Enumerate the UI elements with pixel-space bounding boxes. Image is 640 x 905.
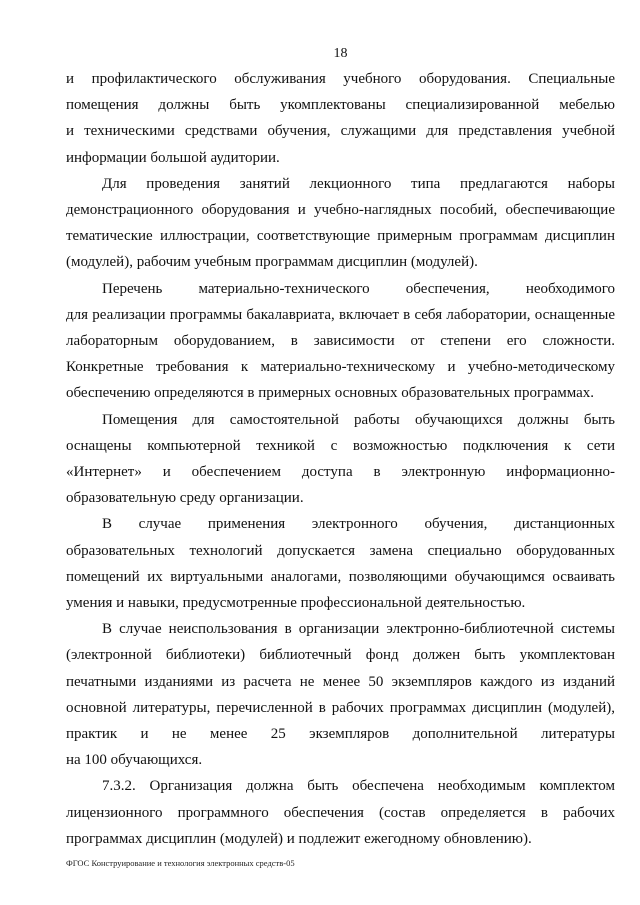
text-line: образовательную среду организации.	[66, 490, 304, 507]
text-line: и профилактического обслуживания учебного оборудования. Специальные	[66, 71, 615, 87]
text-line: умения и навыки, предусмотренные профессиональной деятельностью.	[66, 595, 526, 612]
text-line: для реализации программы бакалавриата, включает в себя лаборатории, оснащенные	[66, 306, 615, 323]
text-line: обеспечению определяются в примерных основных образовательных программах.	[66, 385, 595, 402]
text-line: (модулей), рабочим учебным программам дисциплин (модулей).	[66, 254, 478, 271]
text-line: программах дисциплин (модулей) и подлежит ежегодному обновлению).	[66, 830, 532, 847]
text-line: Для проведения занятий лекционного типа предлагаются наборы	[102, 175, 615, 192]
text-line: «Интернет» и обеспечением доступа в электронную информационно-	[66, 464, 615, 481]
text-line: помещений их виртуальными аналогами, позволяющими обучающимся осваивать	[66, 568, 615, 585]
text-line: Помещения для самостоятельной работы обучающихся должны быть	[102, 411, 615, 428]
text-line: образовательных технологий допускается замена специально оборудованных	[66, 542, 615, 559]
text-line: (электронной библиотеки) библиотечный фонд должен быть укомплектован	[66, 647, 615, 664]
text-line: В случае применения электронного обучения, дистанционных	[102, 516, 615, 533]
text-line: 7.3.2. Организация должна быть обеспечена необходимым комплектом	[102, 778, 615, 795]
body-text	[66, 66, 615, 852]
text-line: В случае неиспользования в организации электронно-библиотечной системы	[102, 621, 615, 638]
paragraph	[66, 511, 615, 616]
text-line: Перечень материально-технического обеспечения, необходимого	[102, 280, 615, 297]
text-line: печатными изданиями из расчета не менее 50 экземпляров каждого из изданий	[66, 673, 615, 690]
page-footer: ФГОС Конструирование и технология электронных средств-05	[66, 858, 295, 868]
paragraph	[66, 407, 615, 512]
paragraph	[66, 616, 615, 773]
text-line: и техническими средствами обучения, служащими для представления учебной	[66, 123, 615, 140]
text-line: помещения должны быть укомплектованы специализированной мебелью	[66, 97, 615, 114]
text-line: основной литературы, перечисленной в рабочих программах дисциплин (модулей),	[66, 699, 615, 716]
paragraph	[66, 773, 615, 852]
text-line: тематические иллюстрации, соответствующие примерным программам дисциплин	[66, 228, 615, 245]
text-line: информации большой аудитории.	[66, 149, 280, 166]
paragraph	[66, 171, 615, 276]
text-line: лицензионного программного обеспечения (состав определяется в рабочих	[66, 804, 615, 821]
text-line: лабораторным оборудованием, в зависимости от степени его сложности.	[66, 333, 615, 350]
paragraph	[66, 276, 615, 407]
text-line: практик и не менее 25 экземпляров дополнительной литературы	[66, 726, 615, 743]
page-number: 18	[333, 46, 348, 61]
text-line: демонстрационного оборудования и учебно-наглядных пособий, обеспечивающие	[66, 202, 615, 219]
text-line: оснащены компьютерной техникой с возможностью подключения к сети	[66, 437, 615, 454]
text-line: Конкретные требования к материально-техническому и учебно-методическому	[66, 359, 615, 376]
paragraph	[66, 66, 615, 171]
text-line: на 100 обучающихся.	[66, 752, 203, 769]
